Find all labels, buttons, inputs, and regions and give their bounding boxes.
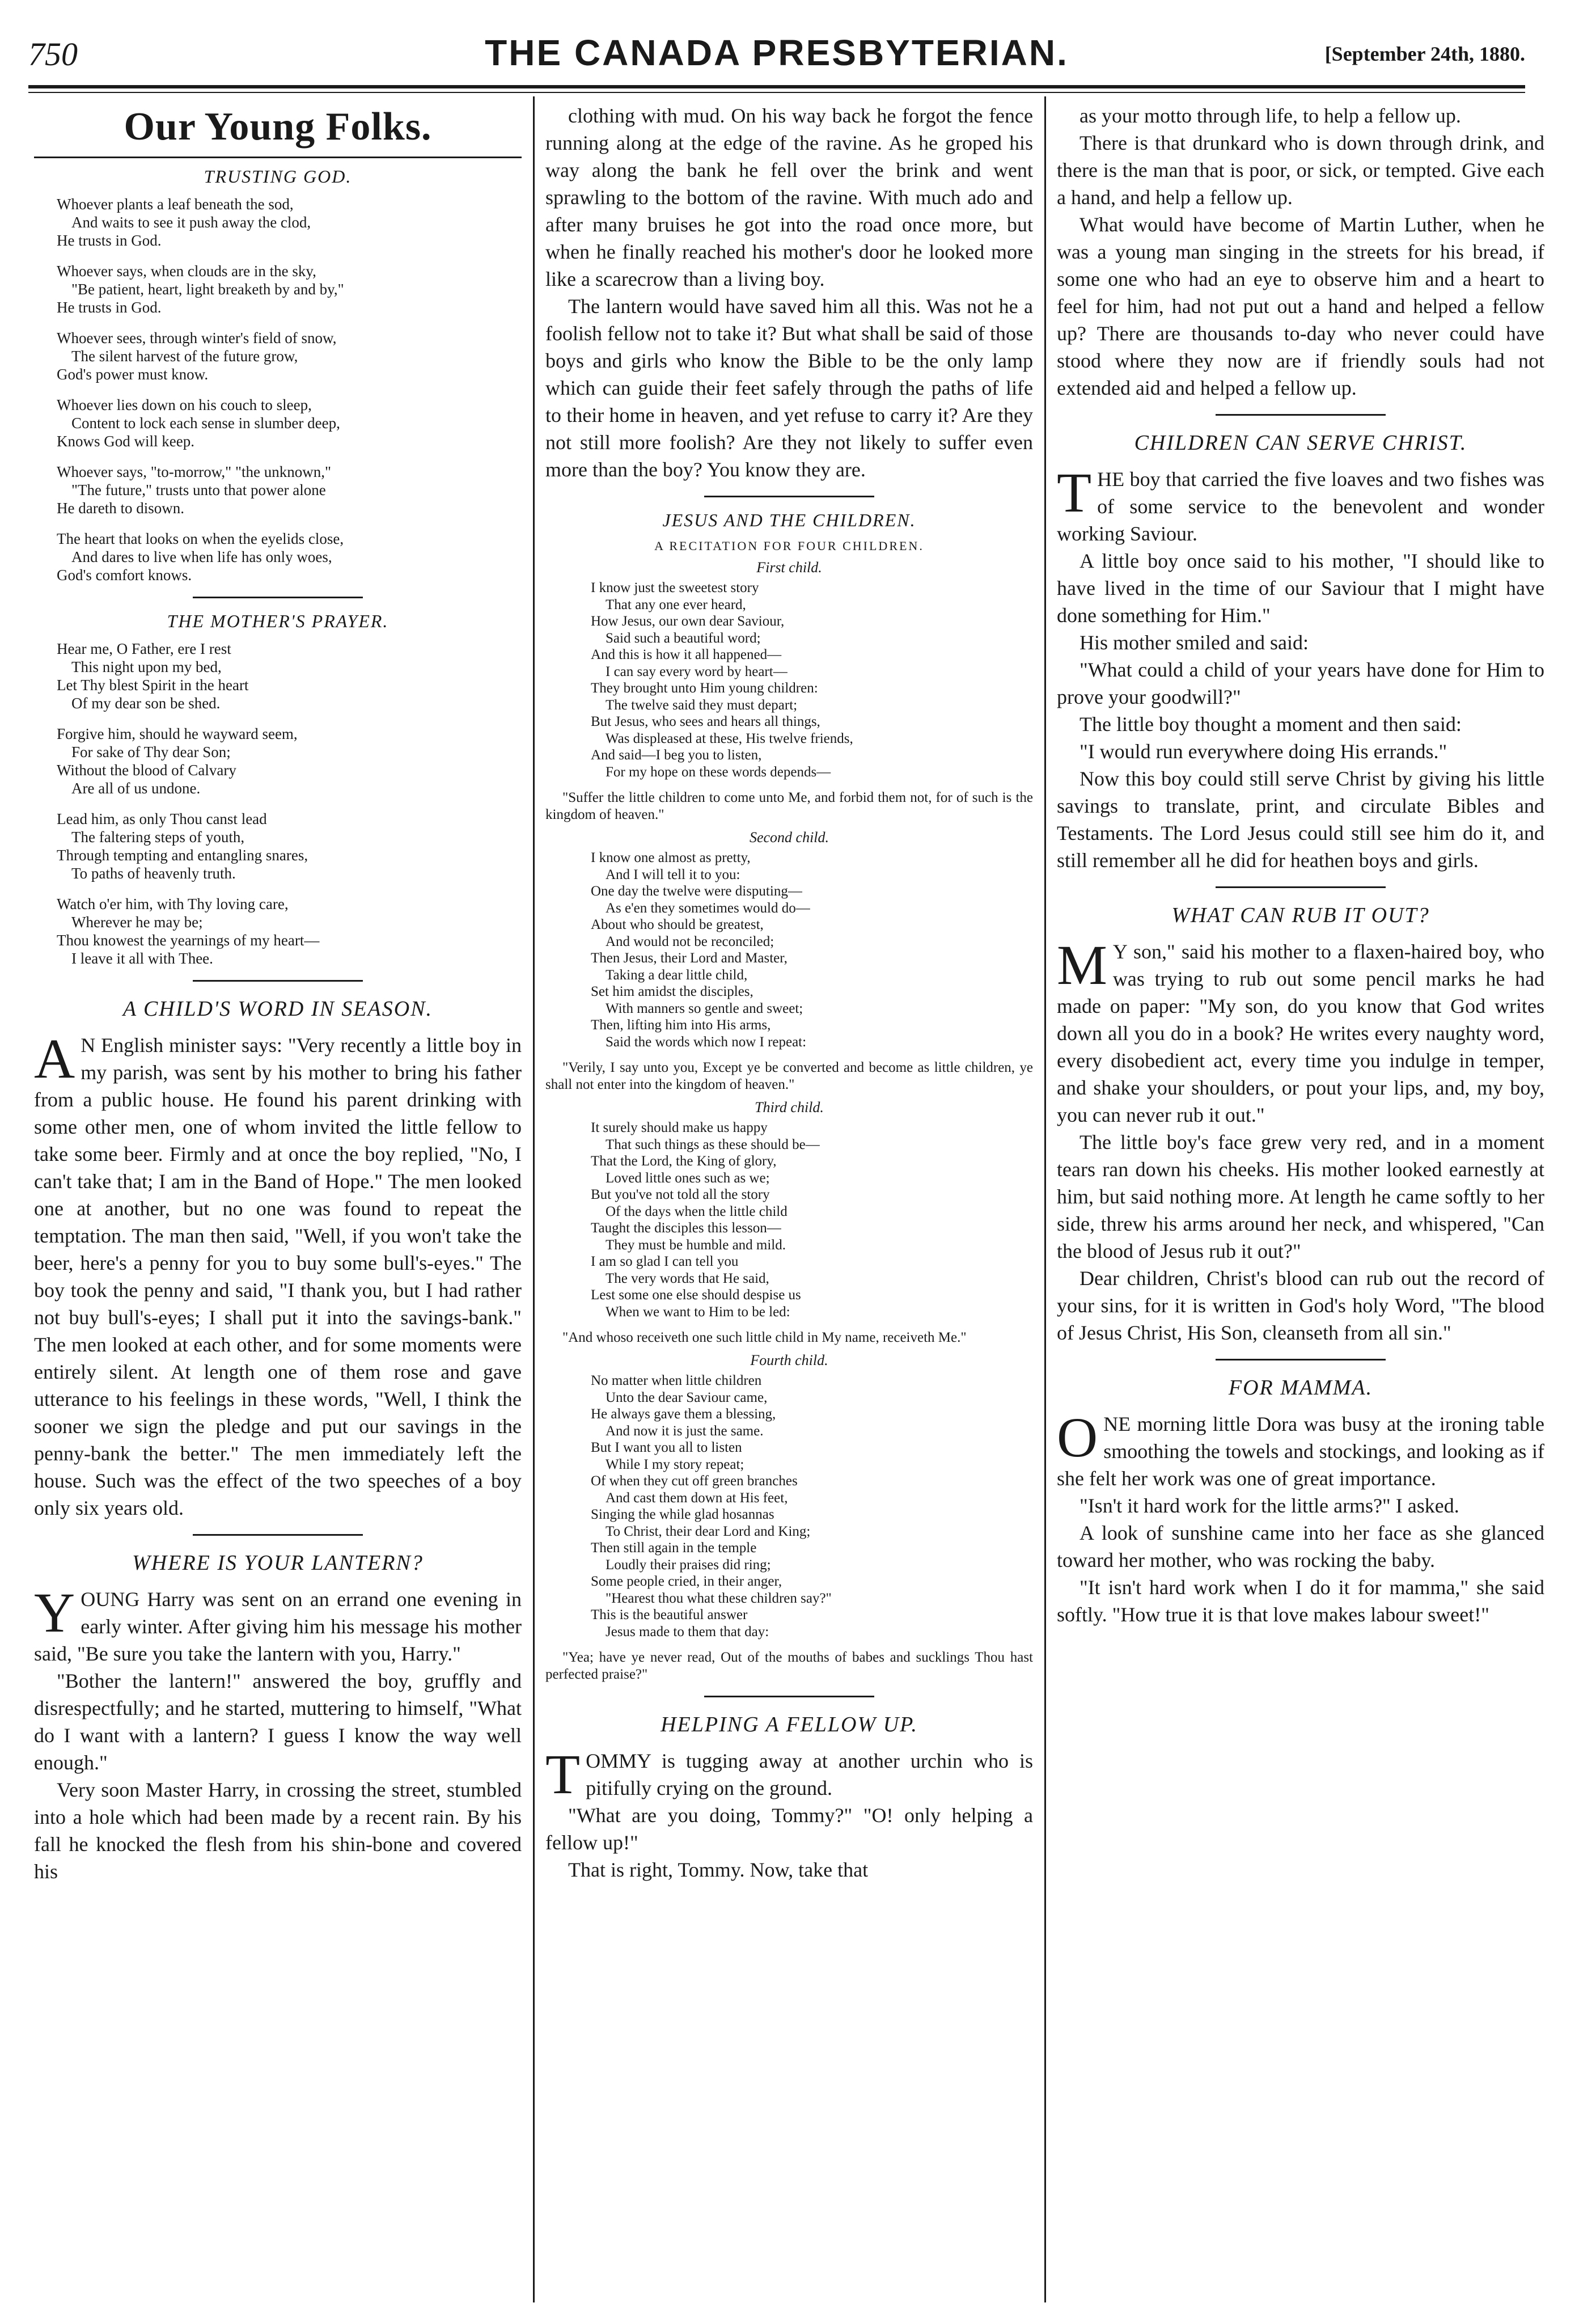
drop-cap: T	[1057, 461, 1092, 524]
story-title: A CHILD'S WORD IN SEASON.	[122, 997, 433, 1021]
poem-line: The silent harvest of the future grow,	[71, 348, 298, 365]
recitation-verse	[591, 850, 1033, 1050]
verse-line: Of the days when the little child	[606, 1203, 788, 1219]
poem-line: He trusts in God.	[57, 232, 162, 249]
verse-line: I am so glad I can tell you	[591, 1254, 739, 1269]
verse-line: To Christ, their dear Lord and King;	[606, 1523, 811, 1539]
speaker-label: Fourth child.	[750, 1352, 828, 1368]
scripture-quote: "Verily, I say unto you, Except ye be converted and become as little children, ye shall not enter into the kingdom of heaven."	[545, 1060, 1033, 1092]
paragraph	[34, 1776, 522, 1885]
verse-line: Singing the while glad hosannas	[591, 1507, 774, 1522]
verse-line: For my hope on these words depends—	[606, 764, 831, 780]
verse-line: Then still again in the temple	[591, 1540, 757, 1556]
verse-line: How Jesus, our own dear Saviour,	[591, 614, 785, 629]
column-1	[34, 102, 522, 1885]
poem-line: God's comfort knows.	[57, 567, 192, 584]
verse-line: And this is how it all happened—	[591, 647, 782, 662]
poem-line: To paths of heavenly truth.	[71, 865, 236, 882]
paragraph	[545, 1856, 1033, 1883]
poem-stanza	[57, 640, 522, 712]
verse-line: Set him amidst the disciples,	[591, 984, 753, 999]
verse-line: The very words that He said,	[606, 1270, 769, 1286]
paragraph-text: A little boy once said to his mother, "I should like to have lived in the time of our Saviour that I might have done something for Him."	[1057, 550, 1544, 627]
story-lantern	[34, 1581, 522, 1885]
paragraph	[1057, 711, 1544, 738]
verse-line: Then Jesus, their Lord and Master,	[591, 950, 788, 966]
divider	[1216, 1359, 1386, 1360]
poem-stanza	[57, 530, 522, 584]
paragraph-text: Dear children, Christ's blood can rub out the record of your sins, for it is written in God's holy Word, "The blood of Jesus Christ, His Son, cleanseth from all sin."	[1057, 1267, 1544, 1344]
verse-line: Loudly their praises did ring;	[606, 1557, 771, 1573]
poem-line: Through tempting and entangling snares,	[57, 847, 308, 864]
verse-line: One day the twelve were disputing—	[591, 884, 802, 899]
verse-line: Of when they cut off green branches	[591, 1473, 798, 1489]
poem-line: The heart that looks on when the eyelids close,	[57, 530, 344, 547]
paragraph-text: A look of sunshine came into her face as she glanced toward her mother, who was rocking the baby.	[1057, 1522, 1544, 1571]
paragraph: There is that drunkard who is down through drink, and there is the man that is poor, or sick, or tempted. Give each a hand, and help a fellow up.	[1057, 132, 1544, 209]
recitation-body	[545, 559, 1033, 1683]
paragraph	[1057, 1265, 1544, 1346]
divider	[193, 597, 363, 598]
poem-line: Whoever says, when clouds are in the sky,	[57, 263, 316, 280]
paragraph	[1057, 738, 1544, 765]
recitation-verse	[591, 1119, 1033, 1320]
verse-line: "Hearest thou what these children say?"	[606, 1590, 832, 1606]
paragraph	[1057, 547, 1544, 629]
drop-cap: T	[545, 1743, 581, 1806]
paper-title: THE CANADA PRESBYTERIAN.	[485, 32, 1069, 73]
poem-line: For sake of Thy dear Son;	[71, 743, 231, 760]
poem-line: The faltering steps of youth,	[71, 829, 245, 846]
verse-line: Some people cried, in their anger,	[591, 1574, 782, 1589]
story-lantern-continued	[545, 102, 1033, 483]
verse-line: That the Lord, the King of glory,	[591, 1154, 777, 1169]
poem-mothers-prayer	[34, 640, 522, 967]
poem-line: And waits to see it push away the clod,	[71, 214, 311, 231]
scripture-quote: "And whoso receiveth one such little child in My name, receiveth Me."	[562, 1330, 967, 1345]
verse-line: He always gave them a blessing,	[591, 1406, 776, 1422]
paragraph: What would have become of Martin Luther, when he was a young man singing in the streets for his bread, if some one who had an eye to observe him and a heart to feel for him, had not put out a hand and helped a fellow up? There are thousands to-day who never could have stood where they now are if friendly souls had not extended aid and helped a fellow up.	[1057, 213, 1544, 399]
verse-line: This is the beautiful answer	[591, 1607, 748, 1622]
verse-line: Jesus made to them that day:	[606, 1624, 769, 1640]
verse-line: And I will tell it to you:	[606, 867, 740, 882]
story-title: WHERE IS YOUR LANTERN?	[132, 1551, 424, 1575]
paragraph-text: "It isn't hard work when I do it for mamma," she said softly. "How true it is that love makes labour sweet!"	[1057, 1576, 1544, 1626]
poem-line: Content to lock each sense in slumber deep,	[71, 415, 340, 432]
poem-line: He dareth to disown.	[57, 500, 184, 517]
poem-line: Of my dear son be shed.	[71, 695, 221, 712]
paragraph	[545, 1802, 1033, 1856]
paragraph-text: The little boy's face grew very red, and in a moment tears ran down his cheeks. His mother looked earnestly at him, but said nothing more. At length he came softly to her side, threw his arms around her neck, and whispered, "Can the blood of Jesus rub it out?"	[1057, 1131, 1544, 1262]
paragraph	[1057, 933, 1544, 1129]
paragraph: clothing with mud. On his way back he forgot the fence running along at the edge of the ravine. As he groped his way along the bank he fell over the brink and went sprawling to the bottom of the ravine. With much ado and after many bruises he got into the road once more, but when he finally reached his mother's door he looked more like a scarecrow than a living boy.	[545, 104, 1033, 290]
poem-line: Wherever he may be;	[71, 914, 203, 931]
poem-line: Let Thy blest Spirit in the heart	[57, 677, 249, 694]
paragraph: as your motto through life, to help a fellow up.	[1079, 104, 1461, 127]
paragraph	[1057, 1406, 1544, 1492]
divider	[193, 1534, 363, 1536]
verse-line: Lest some one else should despise us	[591, 1287, 801, 1303]
poem-stanza	[57, 195, 522, 250]
poem-trusting-god	[34, 195, 522, 584]
verse-line: But Jesus, who sees and hears all things,	[591, 714, 820, 729]
paragraph-text: "I would run everywhere doing His errands."	[1079, 740, 1447, 763]
story-title: CHILDREN CAN SERVE CHRIST.	[1134, 431, 1467, 455]
verse-line: I know one almost as pretty,	[591, 850, 751, 865]
column-divider	[1044, 96, 1046, 2302]
paragraph	[1057, 1519, 1544, 1574]
poem-stanza	[57, 725, 522, 797]
paragraph	[1057, 1574, 1544, 1628]
paragraph-text: "What could a child of your years have done for Him to prove your goodwill?"	[1057, 658, 1544, 708]
section-title: Our Young Folks.	[124, 105, 432, 149]
masthead-rule-thin	[28, 92, 1525, 93]
verse-line: And said—I beg you to listen,	[591, 747, 762, 763]
paragraph-text: NE morning little Dora was busy at the ironing table smoothing the towels and stockings, and looking as if she felt her work was one of great importance.	[1057, 1413, 1544, 1490]
drop-cap: O	[1057, 1406, 1098, 1469]
verse-line: That such things as these should be—	[606, 1136, 820, 1152]
poem-title: TRUSTING GOD.	[204, 166, 352, 187]
paragraph-text: OMMY is tugging away at another urchin who is pitifully crying on the ground.	[586, 1750, 1033, 1799]
verse-line: They brought unto Him young children:	[591, 681, 818, 696]
paragraph: The lantern would have saved him all this. Was not he a foolish fellow not to take it? But what shall be said of those boys and girls who know the Bible to be the only lamp which can guide their feet safely through the paths of life to their home in heaven, and yet refuse to carry it? Are they not still more foolish? Are they not likely to suffer even more than the boy? You know they are.	[545, 295, 1033, 481]
verse-line: About who should be greatest,	[591, 917, 764, 932]
poem-line: Without the blood of Calvary	[57, 762, 236, 779]
verse-line: But I want you all to listen	[591, 1440, 742, 1455]
paragraph-text: Very soon Master Harry, in crossing the street, stumbled into a hole which had been made by a recent rain. By his fall he knocked the flesh from his shin-bone and covered his	[34, 1778, 522, 1883]
verse-line: That any one ever heard,	[606, 597, 746, 612]
paragraph	[1057, 1129, 1544, 1265]
story-helping-fellow-continued	[1057, 102, 1544, 402]
verse-line: It surely should make us happy	[591, 1120, 768, 1135]
story-for-mamma	[1057, 1406, 1544, 1628]
paragraph	[1057, 656, 1544, 711]
story-title: WHAT CAN RUB IT OUT?	[1171, 903, 1430, 927]
verse-line: No matter when little children	[591, 1373, 762, 1388]
verse-line: With manners so gentle and sweet;	[606, 1000, 803, 1016]
masthead-rule	[28, 85, 1525, 88]
story-title: FOR MAMMA.	[1228, 1376, 1373, 1400]
paragraph-text: OUNG Harry was sent on an errand one evening in early winter. After giving him his message his mother said, "Be sure you take the lantern with you, Harry."	[34, 1588, 522, 1665]
verse-line: Taking a dear little child,	[606, 967, 748, 983]
poem-line: And dares to live when life has only woes,	[71, 548, 332, 565]
poem-line: Whoever sees, through winter's field of snow,	[57, 329, 337, 347]
poem-line: He trusts in God.	[57, 299, 162, 316]
paragraph	[34, 1667, 522, 1776]
poem-stanza	[57, 463, 522, 517]
story-children-serve	[1057, 461, 1544, 874]
speaker-label: First child.	[756, 559, 822, 576]
paragraph-text: N English minister says: "Very recently a little boy in my parish, was sent by his mother to bring his father from a public house. He found his parent drinking with some other men, one of whom invited the little fellow to take some beer. Firmly and at once the boy replied, "No, I can't take that; I am in the Band of Hope." The men looked one at another, but no one was found to repeat the temptation. The man then said, "Well, if you won't take the beer, here's a penny for you to buy some bull's-eyes." The boy took the penny and said, "I thank you, but I had rather not buy bull's-eyes; I shall put it into the savings-bank." The men looked at each other, and for some moments were entirely silent. At length one of them rose and gave utterance to his feelings in these words, "Well, I think the sooner we sign the pledge and put our savings in the penny-bank the better." The men immediately left the house. Such was the effect of the two speeches of a boy only six years old.	[34, 1034, 522, 1519]
column-divider	[533, 96, 535, 2302]
masthead	[28, 28, 1525, 79]
poem-stanza	[57, 396, 522, 450]
story-helping-fellow	[545, 1743, 1033, 1883]
poem-line: Watch o'er him, with Thy loving care,	[57, 895, 289, 912]
story-title: HELPING A FELLOW UP.	[661, 1713, 918, 1736]
poem-line: "Be patient, heart, light breaketh by and by,"	[71, 281, 344, 298]
paragraph-text: That is right, Tommy. Now, take that	[568, 1858, 869, 1881]
divider	[34, 157, 522, 158]
divider	[1216, 414, 1386, 416]
divider	[193, 980, 363, 982]
poem-line: "The future," trusts unto that power alone	[71, 481, 326, 498]
poem-line: Whoever plants a leaf beneath the sod,	[57, 196, 294, 213]
poem-line: Whoever lies down on his couch to sleep,	[57, 396, 312, 413]
verse-line: Then, lifting him into His arms,	[591, 1017, 771, 1033]
poem-line: Forgive him, should he wayward seem,	[57, 725, 298, 742]
column-3	[1057, 102, 1544, 1628]
verse-line: Said such a beautiful word;	[606, 630, 761, 646]
verse-line: But you've not told all the story	[591, 1187, 770, 1202]
verse-line: The twelve said they must depart;	[606, 697, 798, 713]
poem-stanza	[57, 329, 522, 383]
drop-cap: Y	[34, 1581, 75, 1644]
paragraph-text: The little boy thought a moment and then said:	[1079, 713, 1462, 736]
paragraph-text: "What are you doing, Tommy?" "O! only helping a fellow up!"	[545, 1804, 1033, 1854]
recitation-verse	[591, 580, 1033, 780]
verse-line: And now it is just the same.	[606, 1423, 764, 1439]
verse-line: While I my story repeat;	[606, 1456, 744, 1472]
poem-line: Hear me, O Father, ere I rest	[57, 640, 231, 657]
verse-line: I know just the sweetest story	[591, 580, 759, 595]
poem-stanza	[57, 810, 522, 882]
verse-line: When we want to Him to be led:	[606, 1304, 790, 1320]
paragraph	[1057, 765, 1544, 874]
paragraph-text: Y son," said his mother to a flaxen-haired boy, who was trying to rub out some pencil marks he had made on paper: "My son, do you know that God writes down all you do in a book? He writes every naughty word, every disobedient act, every time you indulge in temper, and shake your shoulders, or pout your lips, and, my boy, you can never rub it out."	[1057, 940, 1544, 1126]
verse-line: Unto the dear Saviour came,	[606, 1389, 768, 1405]
divider	[1216, 886, 1386, 888]
paragraph	[34, 1027, 522, 1522]
story-rub-it-out	[1057, 933, 1544, 1346]
poem-stanza	[57, 262, 522, 316]
page-number: 750	[28, 36, 78, 73]
story-childs-word	[34, 1027, 522, 1522]
recitation-verse	[591, 1372, 1033, 1640]
scripture-quote: "Yea; have ye never read, Out of the mouths of babes and sucklings Thou hast perfected praise?"	[545, 1650, 1033, 1682]
scripture-quote: "Suffer the little children to come unto Me, and forbid them not, for of such is the kingdom of heaven."	[545, 790, 1033, 822]
poem-line: Thou knowest the yearnings of my heart—	[57, 932, 320, 949]
paragraph-text: HE boy that carried the five loaves and two fishes was of some service to the benevolent and wonder working Saviour.	[1057, 468, 1544, 545]
paragraph	[1057, 1492, 1544, 1519]
column-2	[545, 102, 1033, 1883]
speaker-label: Third child.	[755, 1099, 824, 1116]
verse-line: And would not be reconciled;	[606, 933, 774, 949]
paragraph-text: His mother smiled and said:	[1079, 631, 1309, 654]
recitation-title: JESUS AND THE CHILDREN.	[662, 510, 916, 530]
verse-line: Said the words which now I repeat:	[606, 1034, 807, 1050]
paragraph-text: Now this boy could still serve Christ by giving his little savings to translate, print, and circulate Bibles and Testaments. The Lord Jesus could still see him do it, and still remember all he did for heathen boys and girls.	[1057, 767, 1544, 872]
paragraph	[545, 1743, 1033, 1806]
poem-line: Are all of us undone.	[71, 780, 201, 797]
poem-line: God's power must know.	[57, 366, 209, 383]
recitation-subtitle: A RECITATION FOR FOUR CHILDREN.	[654, 539, 924, 553]
verse-line: And cast them down at His feet,	[606, 1490, 788, 1506]
paragraph-text: "Bother the lantern!" answered the boy, gruffly and disrespectfully; and he started, muttering to himself, "What do I want with a lantern? I guess I know the way well enough."	[34, 1670, 522, 1774]
paragraph-text: "Isn't it hard work for the little arms?" I asked.	[1079, 1494, 1459, 1517]
poem-stanza	[57, 895, 522, 967]
verse-line: Was displeased at these, His twelve friends,	[606, 730, 853, 746]
paragraph	[34, 1581, 522, 1667]
verse-line: I can say every word by heart—	[606, 664, 788, 679]
poem-title: THE MOTHER'S PRAYER.	[167, 611, 389, 631]
divider	[704, 496, 874, 497]
verse-line: They must be humble and mild.	[606, 1237, 786, 1253]
poem-line: Whoever says, "to-morrow," "the unknown,"	[57, 463, 331, 480]
poem-line: This night upon my bed,	[71, 658, 222, 675]
verse-line: Taught the disciples this lesson—	[591, 1220, 781, 1236]
poem-line: Knows God will keep.	[57, 433, 194, 450]
poem-line: I leave it all with Thee.	[71, 950, 213, 967]
drop-cap: M	[1057, 933, 1107, 996]
drop-cap: A	[34, 1027, 75, 1090]
paragraph	[1057, 629, 1544, 656]
divider	[704, 1696, 874, 1697]
issue-date: [September 24th, 1880.	[1324, 43, 1525, 65]
speaker-label: Second child.	[749, 829, 829, 846]
verse-line: As e'en they sometimes would do—	[606, 900, 810, 916]
paragraph	[1057, 461, 1544, 547]
poem-line: Lead him, as only Thou canst lead	[57, 810, 267, 827]
verse-line: Loved little ones such as we;	[606, 1170, 770, 1186]
